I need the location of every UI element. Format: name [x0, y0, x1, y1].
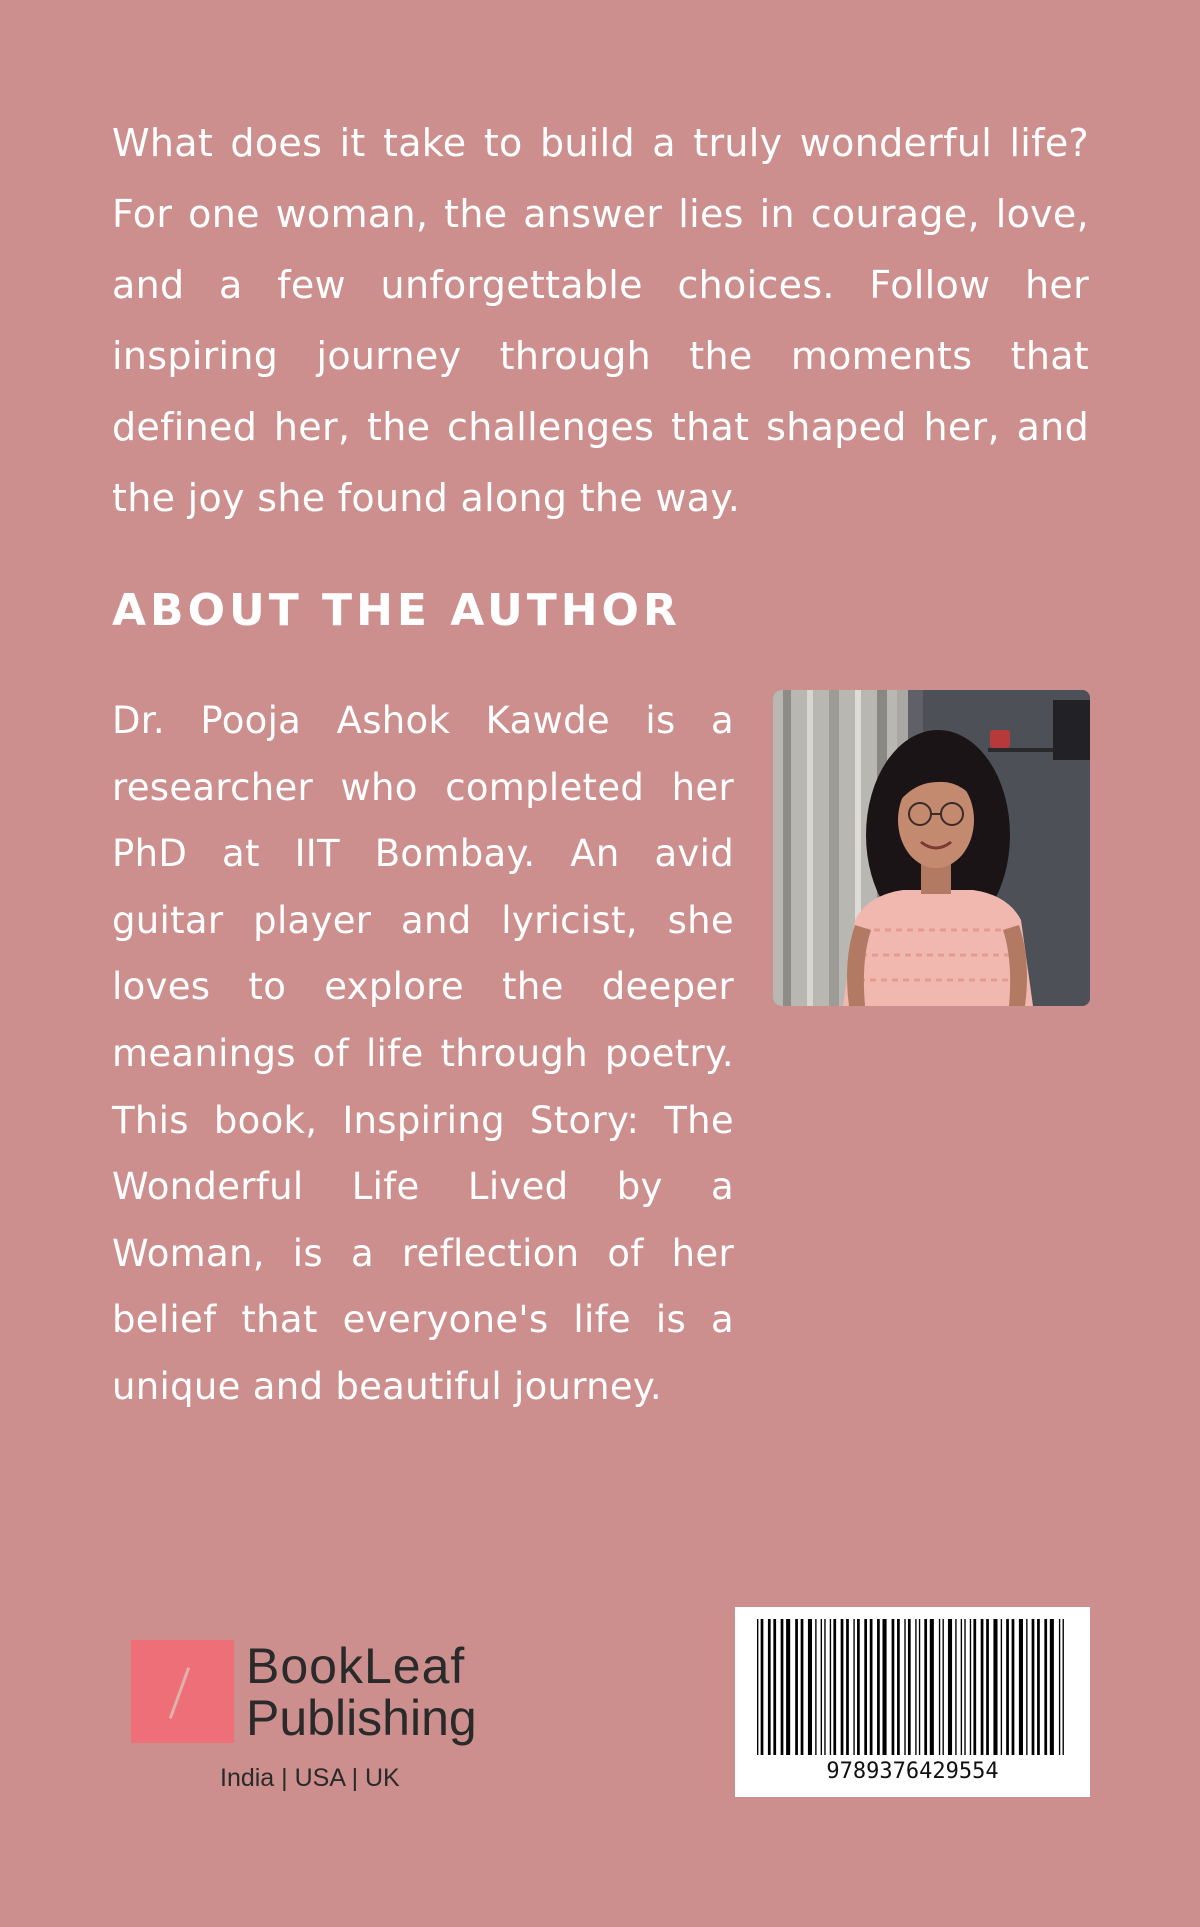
barcode-bar — [824, 1619, 825, 1755]
barcode-bar — [908, 1619, 911, 1755]
barcode-bar — [1059, 1619, 1060, 1755]
barcode-bar — [1050, 1619, 1054, 1755]
barcode-bar — [864, 1619, 867, 1755]
barcode-bar — [870, 1619, 873, 1755]
barcode-bar — [761, 1619, 764, 1755]
barcode-bar — [1019, 1619, 1023, 1755]
about-author-heading: ABOUT THE AUTHOR — [112, 585, 681, 636]
barcode-bar — [786, 1619, 790, 1755]
barcode-bar — [1063, 1619, 1064, 1755]
barcode-bar — [919, 1619, 920, 1755]
barcode-bar — [973, 1619, 976, 1755]
barcode-bar — [1026, 1619, 1027, 1755]
author-bio: Dr. Pooja Ashok Kawde is a researcher who completed her PhD at IIT Bombay. An avid guitar player and lyricist, she loves to explore the deeper meanings of life through poetry. This book, Inspiring Story: The Wonderful Life Lived by a Woman, is a reflection of her belief that everyone's life is a unique and beautiful journey. — [112, 699, 734, 1408]
barcode-bar — [924, 1619, 927, 1755]
barcode-bar — [853, 1619, 854, 1755]
barcode-bar — [815, 1619, 816, 1755]
publisher-name-line1: BookLeaf — [246, 1638, 466, 1694]
barcode-bar — [841, 1619, 844, 1755]
back-cover-blurb: What does it take to build a truly wonderful life? For one woman, the answer lies in courage, love, and a few unforgettable choices. Follow her inspiring journey through the moments that defined her, the challenges that shaped her, and the joy she found along the way. — [112, 121, 1089, 520]
barcode-bar — [877, 1619, 880, 1755]
barcode-bar — [948, 1619, 952, 1755]
barcode-bar — [1006, 1619, 1009, 1755]
barcode-bar — [1001, 1619, 1002, 1755]
barcode-bars — [735, 1607, 1090, 1757]
barcode-bar — [882, 1619, 886, 1755]
barcode-bar — [915, 1619, 916, 1755]
barcode-bar — [801, 1619, 804, 1755]
leaf-slash-icon — [169, 1667, 190, 1719]
barcode-bar — [757, 1619, 758, 1755]
barcode-bar — [993, 1619, 997, 1755]
barcode-bar — [773, 1619, 776, 1755]
barcode-bar — [955, 1619, 956, 1755]
barcode-bar — [833, 1619, 836, 1755]
barcode-bar — [970, 1619, 971, 1755]
barcode-bar — [830, 1619, 831, 1755]
barcode-bar — [1012, 1619, 1015, 1755]
barcode-bar — [930, 1619, 934, 1755]
barcode-bar — [1044, 1619, 1047, 1755]
barcode-bar — [964, 1619, 965, 1755]
barcode-bar — [897, 1619, 900, 1755]
barcode-bar — [781, 1619, 784, 1755]
publisher-logo-square — [131, 1640, 234, 1743]
barcode-bar — [857, 1619, 860, 1755]
barcode-bar — [939, 1619, 940, 1755]
barcode-bar — [795, 1619, 798, 1755]
barcode-bar — [986, 1619, 989, 1755]
barcode-bar — [904, 1619, 905, 1755]
barcode-bar — [846, 1619, 849, 1755]
barcode-bar — [821, 1619, 822, 1755]
barcode-bar — [961, 1619, 962, 1755]
isbn-barcode — [735, 1607, 1090, 1797]
barcode-bar — [768, 1619, 771, 1755]
barcode-bar — [892, 1619, 895, 1755]
barcode-bar — [1037, 1619, 1040, 1755]
publisher-name-line2: Publishing — [246, 1690, 477, 1746]
barcode-bar — [1032, 1619, 1035, 1755]
isbn-number: 9789376429554 — [826, 1759, 999, 1784]
author-photo — [773, 690, 1090, 1006]
publisher-logo — [131, 1640, 531, 1800]
barcode-bar — [943, 1619, 944, 1755]
barcode-bar — [808, 1619, 812, 1755]
publisher-regions: India | USA | UK — [220, 1764, 400, 1792]
barcode-bar — [981, 1619, 984, 1755]
